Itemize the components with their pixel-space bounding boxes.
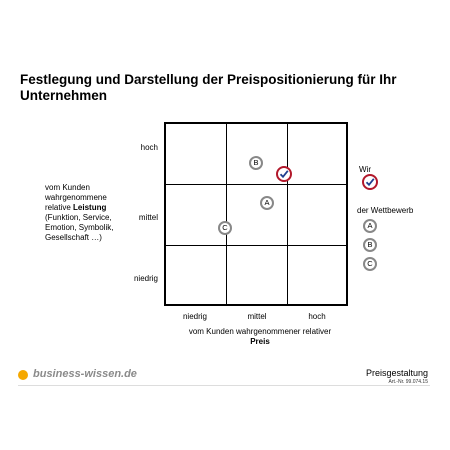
x-axis-description	[150, 327, 370, 347]
x-axis-desc-line: vom Kunden wahrgenommener relativer	[188, 327, 332, 336]
footer-divider	[18, 385, 430, 386]
competitor-a-marker: A	[260, 196, 274, 210]
x-level-hoch: hoch	[308, 312, 326, 321]
x-axis-desc-bold: Preis	[250, 337, 270, 346]
x-level-mittel: mittel	[247, 312, 267, 321]
y-axis-desc-line: Emotion, Symbolik,	[45, 223, 114, 232]
y-level-niedrig: niedrig	[133, 274, 158, 283]
y-level-mittel: mittel	[138, 213, 158, 222]
own-company-check-icon	[276, 166, 292, 182]
x-level-niedrig: niedrig	[182, 312, 207, 321]
legend-competition-label: der Wettbewerb	[357, 206, 414, 215]
legend-competitor-c-marker: C	[363, 257, 377, 271]
legend-competitor-b-marker: B	[363, 238, 377, 252]
footer-article-number: Art.-Nr. 99.074.15	[388, 379, 428, 385]
footer-topic: Preisgestaltung	[365, 368, 428, 378]
y-axis-desc-line: (Funktion, Service,	[45, 213, 112, 222]
y-axis-desc-bold: Leistung	[73, 203, 107, 212]
checkmark-icon	[365, 177, 375, 187]
grid-line	[287, 124, 288, 304]
y-axis-desc-line: wahrgenommene	[45, 193, 107, 202]
grid-line	[166, 184, 346, 185]
y-axis-desc-line: vom Kunden	[45, 183, 90, 192]
grid-line	[166, 245, 346, 246]
legend-wir-label: Wir	[359, 165, 371, 174]
brand-dot-icon	[18, 370, 28, 380]
y-axis-desc-line	[45, 203, 135, 213]
y-level-hoch: hoch	[140, 143, 158, 152]
checkmark-icon	[279, 169, 289, 179]
y-axis-desc-prefix: relative	[45, 203, 74, 212]
page-title: Festlegung und Darstellung der Preispositionierung für Ihr Unternehmen	[20, 72, 397, 103]
legend-competitor-a-marker: A	[363, 219, 377, 233]
positioning-matrix	[164, 122, 348, 306]
y-axis-desc-line: Gesellschaft …)	[45, 233, 102, 242]
competitor-b-marker: B	[249, 156, 263, 170]
legend-own-company-check-icon	[362, 174, 378, 190]
competitor-c-marker: C	[218, 221, 232, 235]
grid-line	[226, 124, 227, 304]
brand-logo-text: business-wissen.de	[33, 368, 137, 380]
